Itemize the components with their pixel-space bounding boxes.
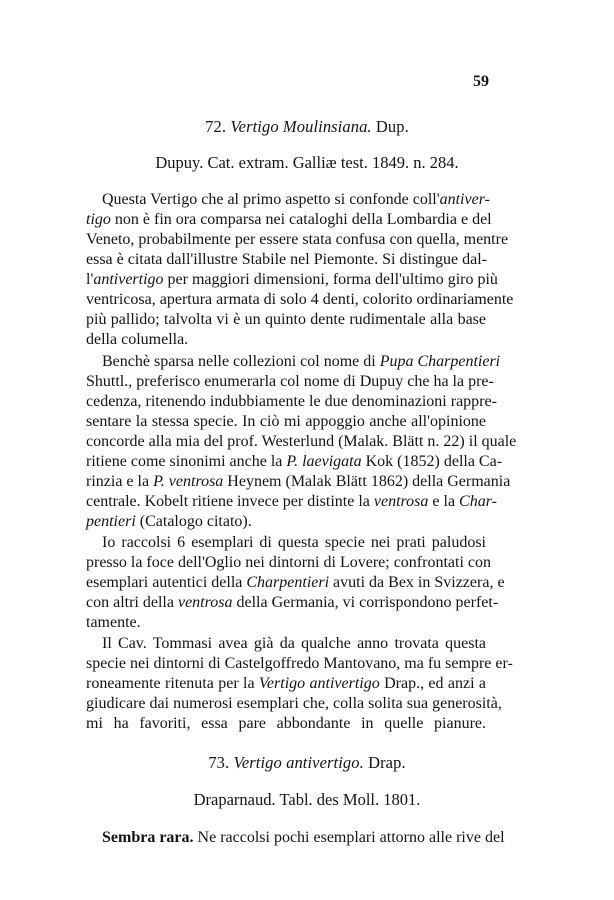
body-line-26: giudicare dai numerosi esemplari che, colla solita sua generosità, xyxy=(86,695,502,712)
body-line-10: Shuttl., preferisco enumerarla col nome di Dupuy che ha la pre- xyxy=(86,373,494,390)
species-72-heading xyxy=(0,117,614,137)
body-line-21: con altri della ventrosa della Germania, vi corrispondono perfet- xyxy=(86,594,499,611)
body-line-22: tamente. xyxy=(86,614,141,631)
species-73-number: 73. xyxy=(208,753,230,772)
species-72-author: Dup. xyxy=(375,117,409,136)
species-73-heading xyxy=(0,753,614,773)
body-line-27: mi ha favoriti, essa pare abbondante in quelle pianure. xyxy=(86,715,486,732)
body-line-4: essa è citata dall'illustre Stabile nel Piemonte. Si distingue dal- xyxy=(86,251,488,268)
body-line-15: rinzia e la P. ventrosa Heynem (Malak Blätt 1862) della Germania xyxy=(86,473,511,490)
species-72-number: 72. xyxy=(205,117,227,136)
body-line-3: Veneto, probabilmente per essere stata confusa con quella, mentre xyxy=(86,231,509,248)
final-line-lead: Sembra rara. xyxy=(102,829,194,846)
species-73-author: Drap. xyxy=(368,753,406,772)
body-line-14: ritiene come sinonimi anche la P. laevigata Kok (1852) della Ca- xyxy=(86,453,503,470)
body-line-25: roneamente ritenuta per la Vertigo antivertigo Drap., ed anzi a xyxy=(86,675,486,692)
species-73-reference: Draparnaud. Tabl. des Moll. 1801. xyxy=(193,790,421,809)
species-72-name: Vertigo Moulinsiana. xyxy=(230,117,372,136)
body-line-16: centrale. Kobelt ritiene invece per distinte la ventrosa e la Char- xyxy=(86,493,497,510)
body-line-11: cedenza, ritenendo indubbiamente le due denominazioni rappre- xyxy=(86,393,497,410)
body-line-7: più pallido; talvolta vi è un quinto dente rudimentale alla base xyxy=(86,311,486,328)
body-line-6: ventricosa, apertura armata di solo 4 denti, colorito ordinariamente xyxy=(86,291,514,308)
page-number: 59 xyxy=(473,73,489,90)
body-line-18: Io raccolsi 6 esemplari di questa specie nei prati paludosi xyxy=(102,534,486,551)
final-line xyxy=(102,828,505,848)
body-line-9: Benchè sparsa nelle collezioni col nome di Pupa Charpentieri xyxy=(102,353,501,370)
body-line-23: Il Cav. Tommasi avea già da qualche anno trovata questa xyxy=(102,635,486,652)
body-line-2: tigo non è fin ora comparsa nei cataloghi della Lombardia e del xyxy=(86,211,492,228)
body-line-12: sentare la stessa specie. In ciò mi appoggio anche all'opinione xyxy=(86,413,486,430)
body-line-20: esemplari autentici della Charpentieri avuti da Bex in Svizzera, e xyxy=(86,574,505,591)
body-line-1: Questa Vertigo che al primo aspetto si confonde coll'antiver- xyxy=(102,191,490,208)
body-line-24: specie nei dintorni di Castelgoffredo Mantovano, ma fu sempre er- xyxy=(86,655,513,672)
species-72-reference: Dupuy. Cat. extram. Galliæ test. 1849. n. 284. xyxy=(155,153,459,172)
final-line-rest: Ne raccolsi pochi esemplari attorno alle rive del xyxy=(197,829,505,846)
body-line-13: concorde alla mia del prof. Westerlund (Malak. Blätt n. 22) il quale xyxy=(86,433,517,450)
species-73-name: Vertigo antivertigo. xyxy=(233,753,364,772)
body-line-8: della columella. xyxy=(86,331,189,348)
body-line-19: presso la foce dell'Oglio nei dintorni di Lovere; confrontati con xyxy=(86,554,491,571)
body-line-5: l'antivertigo per maggiori dimensioni, forma dell'ultimo giro più xyxy=(86,271,498,288)
body-line-17: pentieri (Catalogo citato). xyxy=(86,513,252,530)
